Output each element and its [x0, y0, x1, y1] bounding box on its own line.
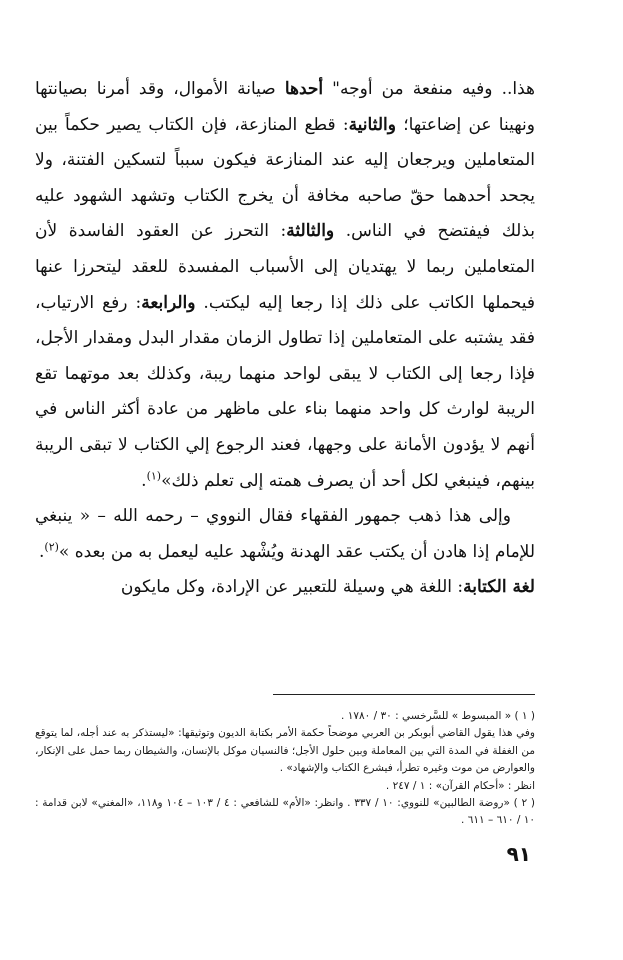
footnote-reference-1: (١) [146, 468, 162, 482]
text-segment: : رفع الارتياب، فقد يشتبه على المتعاملين إذا تطاول الزمان مقدار البدل ومقدار الأجل، فإذا رجعا إلى الكتاب لا يبقى لواحد منهما ريبة، وكذلك بعد موتهما تقع الريبة لوارث كل واحد منهما بناء على ماظهر من عادة أكثر الناس في أنهم لا يؤدون الأمانة على وجهها، فعند الرجوع إلي الكتاب لا تبقى الريبة بينهم، فينبغي لكل أحد أن يصرف همته إلى تعلم ذلك» [35, 292, 535, 491]
text-segment: وإلى هذا ذهب جمهور الفقهاء فقال النووي – رحمه الله – « ينبغي للإمام إذا هادن أن يكتب عقد الهدنة ويُشْهد عليه ليعمل به من بعده » [35, 506, 535, 562]
text-segment: هذا.. وفيه منفعة من أوجه" [323, 79, 535, 99]
text-segment: صيانة الأموال، وقد أمرنا بصيانتها ونهينا عن إضاعتها؛ [35, 79, 535, 135]
footnotes [35, 708, 535, 830]
footnote-1-commentary: وفي هذا يقول القاضي أبوبكر بن العربي موضحاً حكمة الأمر بكتابة الديون وتوثيقها: «ليستذكر به عند أجله، لما يتوقع من الغفلة في المدة التي بين المعاملة وبين حلول الأجل؛ فالنسيان موكل بالإنسان، والشيطان ربما حمل على الإنكار، والعوارض من موت وغيره تطرأ، فيشرع الكتاب والإشهاد» . [35, 727, 535, 775]
main-body-text [35, 72, 535, 606]
bold-term-first: أحدها [284, 79, 324, 99]
text-segment: : التحرز عن العقود الفاسدة لأن المتعاملين ربما لا يهتديان إلى الأسباب المفسدة للعقد ليتحرزا عنها فيحملها الكاتب على ذلك إذا رجعا إليه ليكتب. [35, 221, 535, 313]
footnote-separator [273, 694, 535, 695]
text-segment: : اللغة هي وسيلة للتعبير عن الإرادة، وكل مايكون [120, 577, 464, 598]
paragraph-writing-language [35, 570, 535, 606]
text-segment: : قطع المنازعة، فإن الكتاب يصير حكماً بين المتعاملين ويرجعان إليه عند المنازعة فيكون سبباً لتسكين الفتنة، ولا يجحد أحدهما حقّ صاحبه مخافة أن يخرج الكتاب وتشهد الشهود عليه بذلك فيفتضح في الناس. [35, 114, 535, 242]
footnote-1-source: انظر : «أحكام القرآن» : ١ / ٢٤٧ . [385, 779, 535, 792]
section-heading-writing-language: لغة الكتابة [463, 577, 535, 598]
bold-term-second: والثانية [348, 114, 396, 135]
bold-term-third: والثالثة [286, 221, 335, 242]
sentence-end: . [141, 470, 147, 491]
footnote-1: ( ١ ) « المبسوط » للسَّرخسي : ٣٠ / ١٧٨٠ . [341, 710, 535, 722]
footnote-2: ( ٢ ) «روضة الطالبين» للنووي: ١٠ / ٣٣٧ . وانظر: «الأم» للشافعي : ٤ / ١٠٣ – ١٠٤ و١١٨، «المغني» لابن قدامة : ١٠ / ٦١٠ – ٦١١ . [35, 797, 535, 827]
bold-term-fourth: والرابعة [141, 292, 196, 313]
footnote-reference-2: (٢) [44, 540, 59, 554]
paragraph-nawawi-quote [35, 499, 535, 570]
page-number: ٩١ [506, 842, 531, 866]
paragraph-benefits [35, 72, 535, 499]
sentence-end: . [39, 541, 45, 562]
